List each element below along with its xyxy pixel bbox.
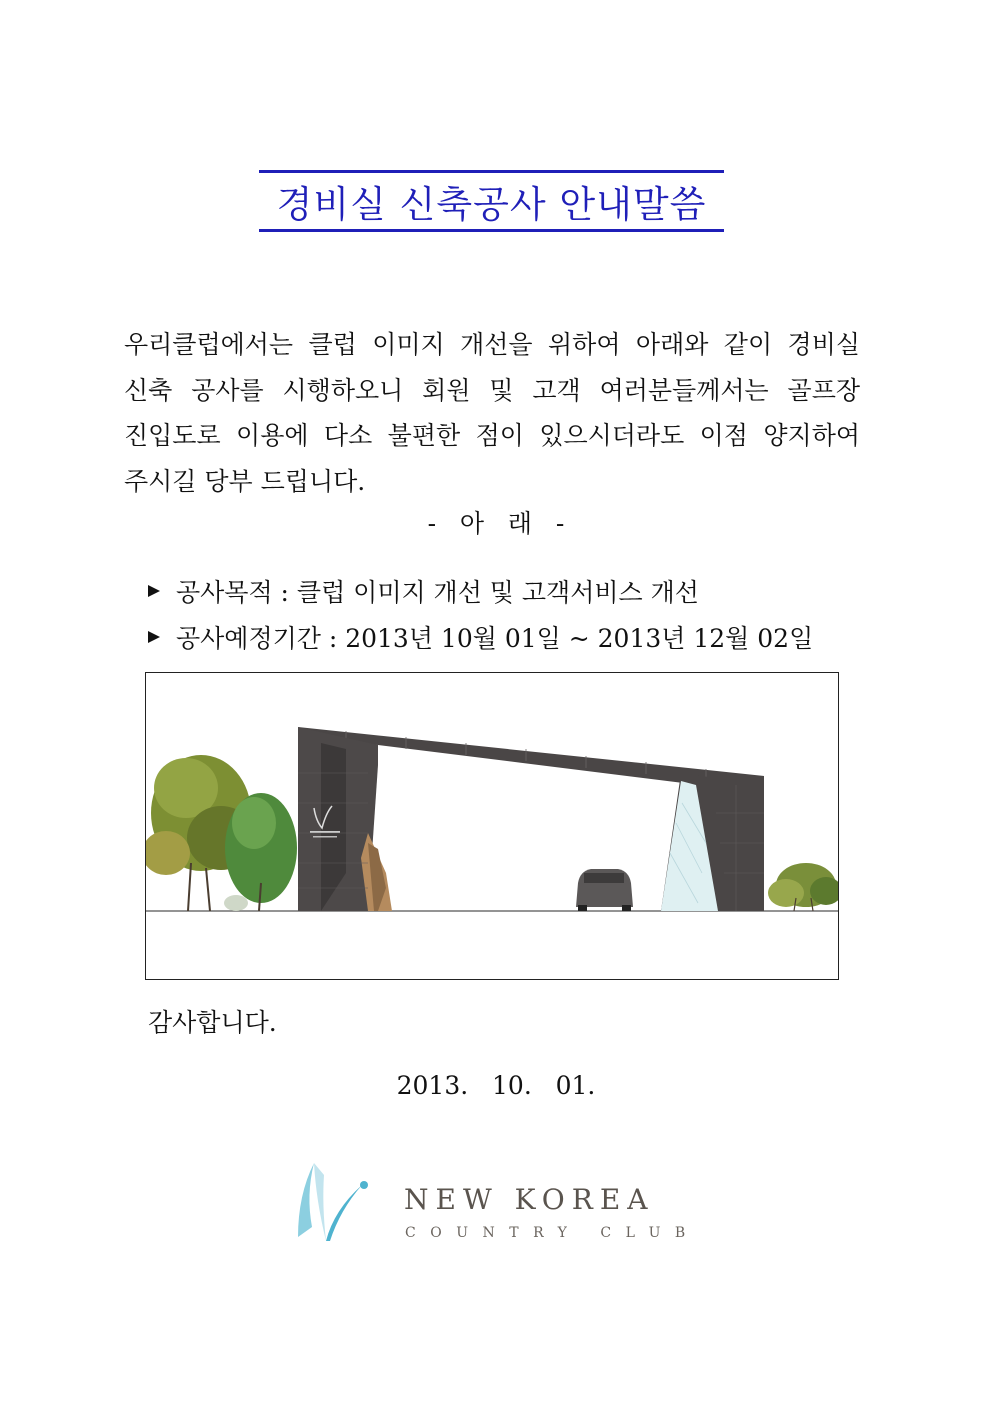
closing-text: 감사합니다.	[148, 1008, 277, 1037]
body-line: 주시길 당부 드립니다.	[124, 466, 366, 496]
body-line: 우리클럽에서는 클럽 이미지 개선을 위하여 아래와 같이 경비실	[124, 330, 860, 359]
car	[576, 869, 633, 911]
triangle-bullet-icon	[148, 585, 160, 597]
body-line: 진입도로 이용에 다소 불편한 점이 있으시더라도 이점 양지하여	[124, 421, 860, 450]
bullet-text: 공사예정기간 : 2013년 10월 01일 ~ 2013년 12월 02일	[176, 624, 814, 653]
logo-subtitle: COUNTRY CLUB	[405, 1225, 700, 1241]
document-title: 경비실 신축공사 안내말씀	[276, 183, 707, 226]
gate-illustration	[145, 672, 839, 980]
bullet-text: 공사목적 : 클럽 이미지 개선 및 고객서비스 개선	[176, 578, 699, 607]
logo-name: NEW KOREA	[404, 1183, 655, 1216]
club-logo	[292, 1155, 712, 1250]
left-trees	[146, 755, 297, 911]
body-paragraph	[124, 322, 860, 504]
right-shrubs	[768, 863, 838, 911]
logo-swoosh-icon	[292, 1155, 377, 1245]
bullet-item-period	[148, 614, 813, 660]
document-date: 2013. 10. 01.	[396, 1071, 596, 1100]
triangle-bullet-icon	[148, 631, 160, 643]
title-box	[259, 170, 724, 232]
bullet-list	[148, 568, 813, 660]
note-heading: - 아 래 -	[427, 509, 565, 538]
body-line: 신축 공사를 시행하오니 회원 및 고객 여러분들께서는 골프장	[124, 375, 860, 405]
bullet-item-purpose	[148, 568, 813, 614]
gate-rendering	[146, 673, 838, 979]
